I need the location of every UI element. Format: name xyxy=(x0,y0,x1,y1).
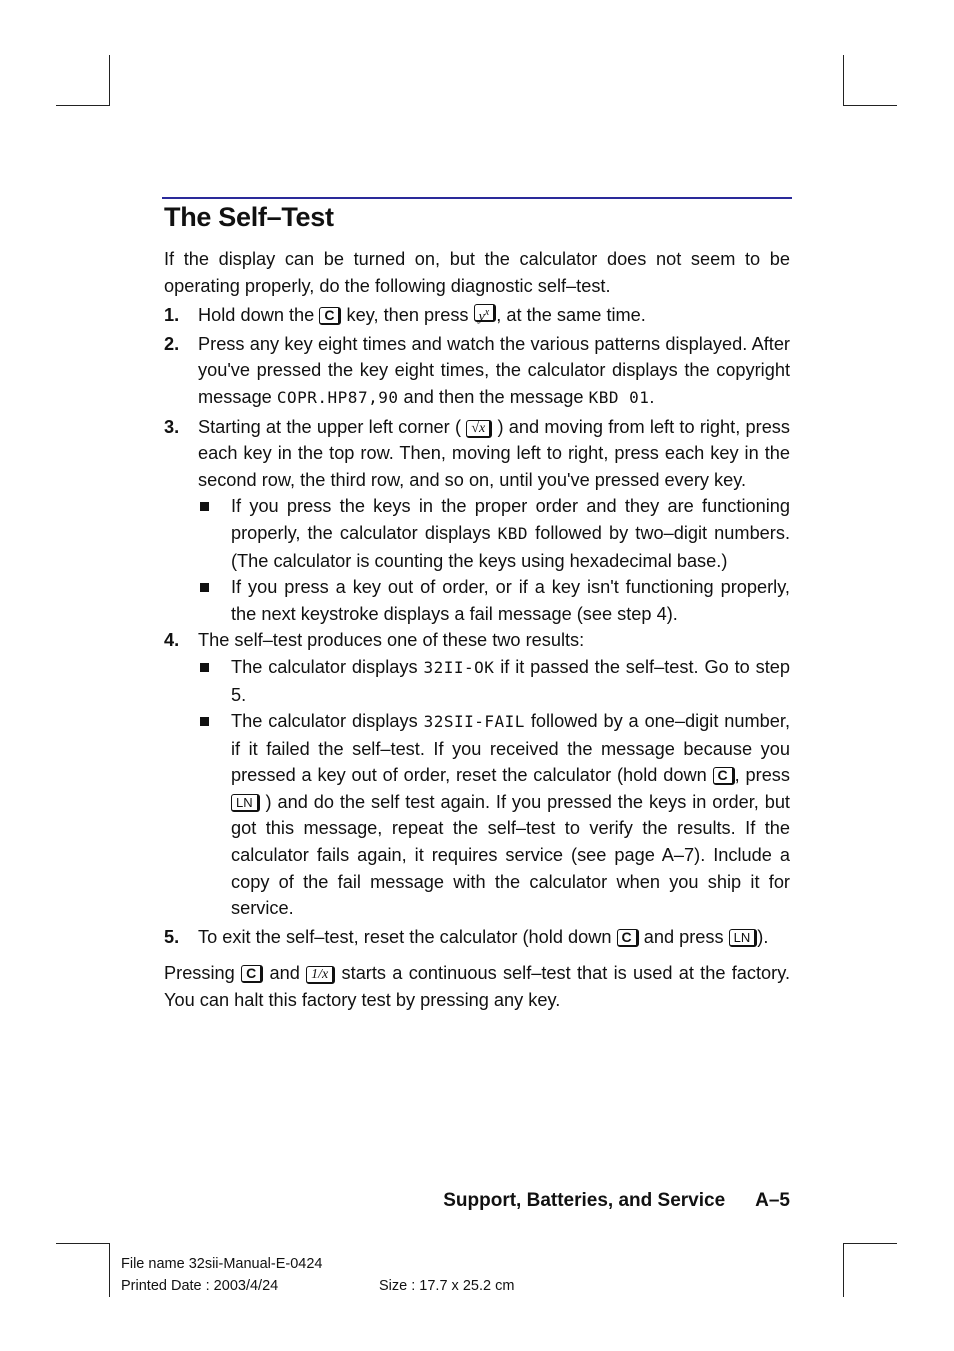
crop-mark xyxy=(843,55,844,106)
lcd-text: KBD 01 xyxy=(588,387,650,407)
crop-mark xyxy=(56,1243,110,1244)
c-key-icon: C xyxy=(241,965,263,983)
step-3: 3. Starting at the upper left corner ( √x ) and moving from left to right, press each key in the top row. Then, moving left to right, press each key in the second row, the third row, and so on, until you've pressed every key. xyxy=(164,414,790,494)
step-number: 2. xyxy=(164,333,180,354)
list-item: If you press the keys in the proper order and they are functioning properly, the calculator displays KBD followed by two–digit numbers. (The calculator is counting the keys using hexadecimal base.) xyxy=(197,493,790,574)
c-key-icon: C xyxy=(617,929,639,947)
c-key-icon: C xyxy=(319,307,341,325)
step-number: 4. xyxy=(164,630,180,651)
bullet-icon xyxy=(200,717,209,726)
crop-mark xyxy=(56,105,110,106)
heading-rule xyxy=(162,197,792,199)
crop-mark xyxy=(843,1243,897,1244)
intro-paragraph: If the display can be turned on, but the calculator does not seem to be operating properly, do the following diagnostic self–test. xyxy=(164,249,790,296)
page-size: Size : 17.7 x 25.2 cm xyxy=(379,1278,515,1294)
step-5: 5. To exit the self–test, reset the calculator (hold down C and press LN ). xyxy=(164,924,790,951)
closing-paragraph: Pressing C and 1/x starts a continuous self–test that is used at the factory. You can halt this factory test by pressing any key. xyxy=(164,963,791,1011)
bullet-icon xyxy=(200,663,209,672)
crop-mark xyxy=(843,1243,844,1297)
bullet-icon xyxy=(200,502,209,511)
page-title: The Self–Test xyxy=(164,202,334,232)
step-number: 1. xyxy=(164,305,180,326)
step-4: 4. The self–test produces one of these two results: xyxy=(164,627,790,654)
list-item: The calculator displays 32II-OK if it passed the self–test. Go to step 5. xyxy=(197,654,790,708)
lcd-text: COPR.HP87,90 xyxy=(276,387,399,407)
step-1: 1. Hold down the C key, then press $y^x$ , at the same time. xyxy=(164,302,790,329)
ln-key-icon: LN xyxy=(729,929,758,947)
crop-mark xyxy=(843,105,897,106)
step-number: 5. xyxy=(164,926,180,947)
step-2: 2. Press any key eight times and watch the various patterns displayed. After you've pressed the key eight times, the calculator displays the copyright message COPR.HP87,90 and then the message KBD 01. xyxy=(164,331,790,412)
printed-date: Printed Date : 2003/4/24 xyxy=(121,1278,279,1294)
sqrt-key-icon: √x xyxy=(466,420,492,438)
crop-mark xyxy=(109,55,110,106)
body-text xyxy=(164,246,790,1014)
list-item: If you press a key out of order, or if a key isn't functioning properly, the next keystroke displays a fail message (see step 4). xyxy=(197,574,790,627)
lcd-text: KBD xyxy=(497,523,529,543)
file-name: File name 32sii-Manual-E-0424 xyxy=(121,1256,323,1272)
lcd-text: 32SII-FAIL xyxy=(423,712,525,732)
running-footer xyxy=(443,1190,790,1212)
bullet-icon xyxy=(200,583,209,592)
lcd-text: 32II-OK xyxy=(423,657,495,677)
yx-key-icon: $y^x$ xyxy=(474,304,497,322)
step-number: 3. xyxy=(164,416,180,437)
page-number: A–5 xyxy=(755,1190,790,1211)
ln-key-icon: LN xyxy=(231,794,260,812)
crop-mark xyxy=(109,1243,110,1297)
inverse-key-icon: 1/x xyxy=(306,966,335,984)
list-item: The calculator displays 32SII-FAIL followed by a one–digit number, if it failed the self–test. If you received the message because you pressed a key out of order, reset the calculator (hold down C , press LN ) and do the self test again. If you pressed the keys in order, but got this message, repeat the self–test to verify the results. If the calculator fails again, it requires service (see page A–7). Include a copy of the fail message with the calculator when you ship it for service. xyxy=(197,708,790,922)
c-key-icon: C xyxy=(713,767,735,785)
section-title: Support, Batteries, and Service xyxy=(443,1190,726,1211)
